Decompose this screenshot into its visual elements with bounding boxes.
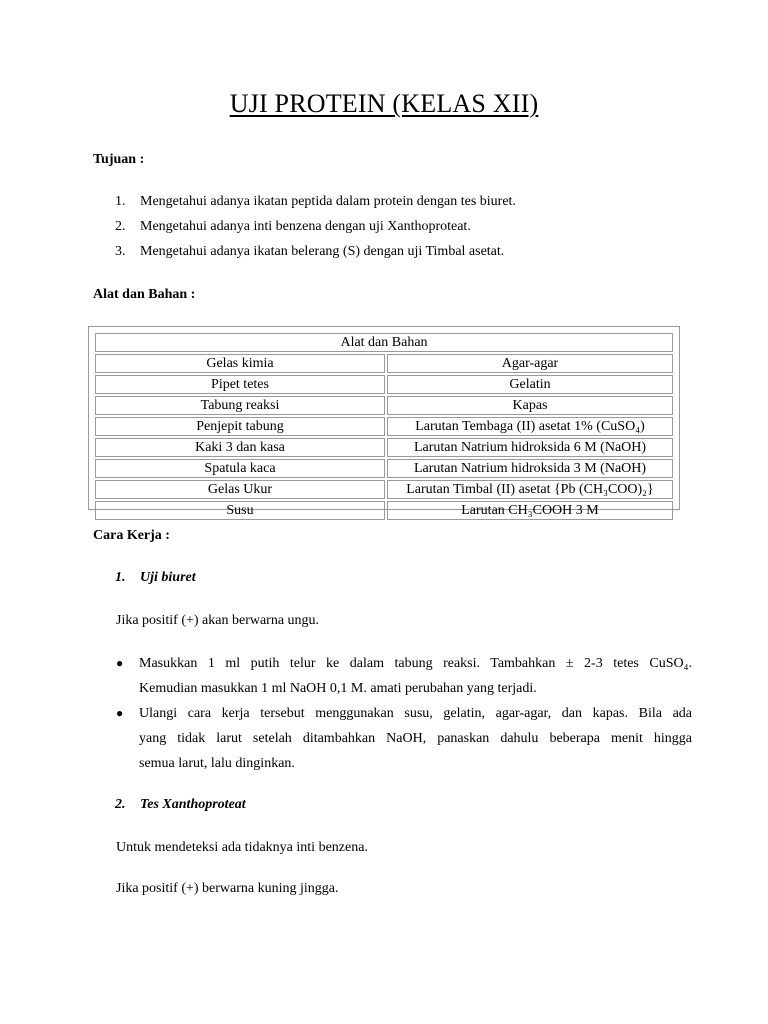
bahan-cell: Larutan Natrium hidroksida 6 M (NaOH) [387, 438, 673, 457]
step2-heading [115, 796, 246, 814]
bahan-cell: Gelatin [387, 375, 673, 394]
step1-intro: Jika positif (+) akan berwarna ungu. [116, 613, 320, 628]
bullet-line: Kemudian masukkan 1 ml NaOH 0,1 M. amati perubahan yang terjadi. [139, 681, 537, 696]
bullet-line: Ulangi cara kerja tersebut menggunakan susu, gelatin, agar-agar, dan kapas. Bila ada [139, 706, 692, 721]
bahan-cell: Larutan Timbal (II) asetat {Pb (CH₃COO)₂} [387, 480, 673, 499]
step1-title: Uji biuret [140, 570, 196, 585]
step1-heading [115, 569, 196, 587]
bahan-cell: Kapas [387, 396, 673, 415]
page-title: UJI PROTEIN (KELAS XII) [229, 89, 539, 118]
alat-cell: Kaki 3 dan kasa [95, 438, 385, 457]
alat-cell: Gelas kimia [95, 354, 385, 373]
table-row [95, 417, 673, 436]
bullet-text [139, 701, 692, 776]
table-header-row [95, 333, 673, 352]
table-row [95, 396, 673, 415]
alat-cell: Spatula kaca [95, 459, 385, 478]
bullet-text [139, 651, 692, 701]
table-row [95, 375, 673, 394]
list-number: 2. [115, 219, 126, 234]
alat-heading: Alat dan Bahan : [93, 287, 196, 302]
table-row [95, 480, 673, 499]
bahan-cell: Agar-agar [387, 354, 673, 373]
alat-bahan-table [88, 326, 680, 518]
table-row [95, 354, 673, 373]
table-header-cell: Alat dan Bahan [95, 333, 673, 352]
step2-paragraph: Jika positif (+) berwarna kuning jingga. [116, 881, 339, 896]
bullet-line: semua larut, lalu dinginkan. [139, 756, 295, 771]
step2-number: 2. [115, 797, 126, 812]
alat-cell: Tabung reaksi [95, 396, 385, 415]
alat-cell: Gelas Ukur [95, 480, 385, 499]
alat-cell: Susu [95, 501, 385, 520]
step2-paragraph: Untuk mendeteksi ada tidaknya inti benzena. [116, 840, 368, 855]
bahan-cell: Larutan Tembaga (II) asetat 1% (CuSO₄) [387, 417, 673, 436]
bahan-cell: Larutan Natrium hidroksida 3 M (NaOH) [387, 459, 673, 478]
table-row [95, 501, 673, 520]
list-number: 1. [115, 194, 126, 209]
table-row [95, 438, 673, 457]
alat-cell: Penjepit tabung [95, 417, 385, 436]
bullet-dot-icon: ● [116, 706, 124, 720]
step2-title: Tes Xanthoproteat [140, 797, 246, 812]
tujuan-heading: Tujuan : [93, 152, 145, 167]
list-text: Mengetahui adanya ikatan peptida dalam protein dengan tes biuret. [140, 194, 516, 209]
bahan-cell: Larutan CH₃COOH 3 M [387, 501, 673, 520]
list-text: Mengetahui adanya ikatan belerang (S) dengan uji Timbal asetat. [140, 244, 505, 259]
list-number: 3. [115, 244, 126, 259]
step1-number: 1. [115, 570, 126, 585]
cara-heading: Cara Kerja : [93, 528, 170, 543]
bullet-line: yang tidak larut setelah ditambahkan NaOH, panaskan dahulu beberapa menit hingga [139, 731, 692, 746]
table-row [95, 459, 673, 478]
list-text: Mengetahui adanya inti benzena dengan uji Xanthoproteat. [140, 219, 471, 234]
bullet-line: Masukkan 1 ml putih telur ke dalam tabung reaksi. Tambahkan ± 2-3 tetes CuSO₄. [139, 656, 692, 671]
alat-cell: Pipet tetes [95, 375, 385, 394]
bullet-dot-icon: ● [116, 656, 124, 670]
